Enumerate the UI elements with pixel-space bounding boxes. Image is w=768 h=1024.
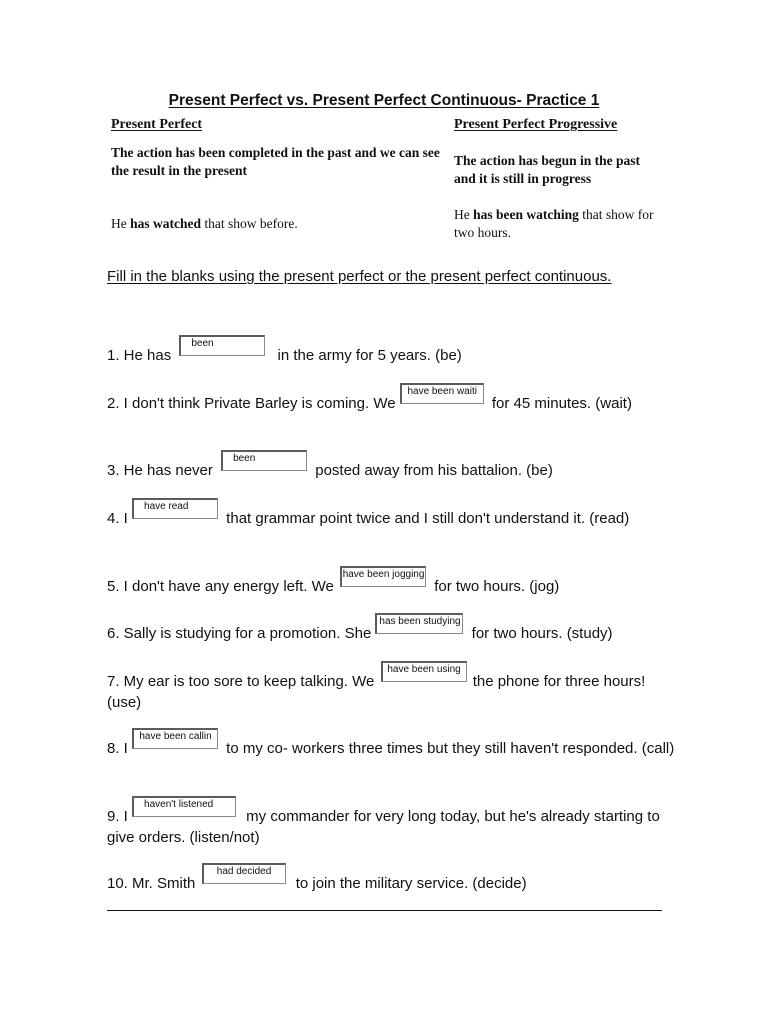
answer-field[interactable]: have read: [132, 498, 218, 519]
present-perfect-progressive-heading: Present Perfect Progressive: [454, 117, 618, 132]
answer-field[interactable]: have been jogging: [340, 566, 426, 587]
question-6: 6. Sally is studying for a promotion. She has been studying for two hours. (study): [107, 623, 677, 644]
present-perfect-heading: Present Perfect: [111, 117, 203, 132]
answer-field[interactable]: been: [179, 335, 265, 356]
answer-field[interactable]: have been waiti: [400, 383, 484, 404]
question-7: 7. My ear is too sore to keep talking. We have been using the phone for three hours! (use): [107, 671, 677, 713]
question-8: 8. I have been callin to my co- workers three times but they still haven't responded. (call): [107, 738, 677, 759]
answer-field[interactable]: has been studying: [375, 613, 463, 634]
present-perfect-progressive-definition: The action has begun in the past and it is still in progress: [454, 153, 641, 186]
answer-field[interactable]: been: [221, 450, 307, 471]
present-perfect-progressive-example: He has been watching that show for two hours.: [454, 207, 654, 240]
worksheet-title: Present Perfect vs. Present Perfect Continuous- Practice 1: [168, 92, 600, 109]
answer-field[interactable]: have been using: [381, 661, 467, 682]
question-3: 3. He has never been posted away from his battalion. (be): [107, 460, 677, 481]
bottom-divider: [107, 910, 662, 911]
present-perfect-definition: The action has been completed in the past and we can see the result in the present: [111, 145, 440, 178]
question-4: 4. I have read that grammar point twice and I still don't understand it. (read): [107, 508, 677, 529]
question-1: 1. He has been in the army for 5 years. (be): [107, 345, 677, 366]
example-verb: has been watching: [473, 207, 579, 222]
question-10: 10. Mr. Smith had decided to join the military service. (decide): [107, 873, 677, 894]
present-perfect-example: He has watched that show before.: [111, 216, 298, 231]
question-9: 9. I haven't listened my commander for very long today, but he's already starting to give orders. (listen/not): [107, 806, 677, 848]
instructions: Fill in the blanks using the present perfect or the present perfect continuous.: [107, 268, 612, 285]
question-2: 2. I don't think Private Barley is coming. We have been waiti for 45 minutes. (wait): [107, 393, 677, 414]
answer-field[interactable]: haven't listened: [132, 796, 236, 817]
answer-field[interactable]: had decided: [202, 863, 286, 884]
answer-field[interactable]: have been callin: [132, 728, 218, 749]
example-verb: has watched: [130, 216, 202, 231]
question-5: 5. I don't have any energy left. We have been jogging for two hours. (jog): [107, 576, 677, 597]
